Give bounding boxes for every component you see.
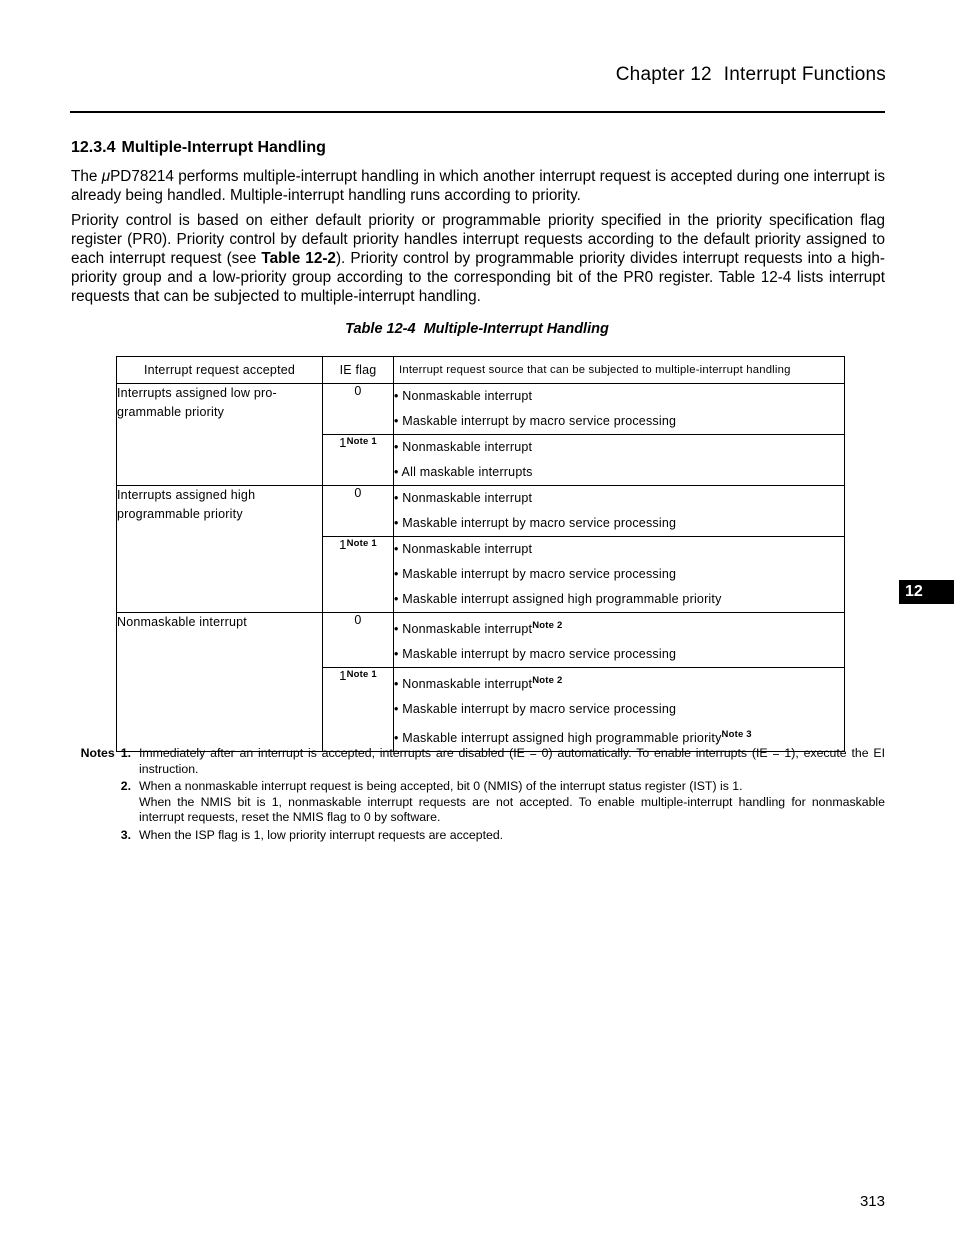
- accepted-cell: Interrupts assigned high programmable priority: [117, 486, 323, 613]
- accepted-cell: Nonmaskable interrupt: [117, 613, 323, 752]
- source-item: [394, 537, 844, 562]
- paragraph-1-text-a: The: [71, 168, 102, 185]
- source-item-text: • Nonmaskable interrupt: [394, 440, 533, 454]
- note-label: [70, 828, 131, 844]
- source-item: [394, 486, 844, 511]
- note-text: When a nonmaskable interrupt request is being accepted, bit 0 (NMIS) of the interrupt status register (IST) is 1.: [139, 779, 743, 793]
- ie-flag-value: 1: [339, 668, 347, 684]
- page-number: 313: [859, 1193, 885, 1210]
- ie-flag-cell: [323, 537, 394, 613]
- note-item: [70, 828, 885, 844]
- ie-flag-value: 1: [339, 537, 347, 552]
- ie-flag-value: 0: [354, 384, 362, 398]
- source-item-text: • Nonmaskable interrupt: [394, 622, 533, 637]
- source-item-text: • Nonmaskable interrupt: [394, 389, 533, 403]
- ie-flag-cell: [323, 613, 394, 668]
- section-number: 12.3.4: [71, 139, 116, 156]
- ie-flag-note: Note 1: [346, 669, 377, 681]
- section-heading: [71, 139, 326, 157]
- table-caption-title: Multiple-Interrupt Handling: [423, 321, 609, 337]
- chapter-number: Chapter 12: [615, 64, 712, 85]
- table-caption-number: Table 12-4: [345, 321, 416, 337]
- note-body: [131, 828, 885, 844]
- source-item: [394, 384, 844, 409]
- source-item: [394, 642, 844, 667]
- header-accepted: Interrupt request accepted: [117, 357, 323, 384]
- note-item: [70, 746, 885, 777]
- paragraph-2: [71, 211, 885, 306]
- note-number: 1.: [120, 746, 131, 760]
- ie-flag-note: Note 1: [346, 436, 377, 447]
- header-ie-flag: IE flag: [323, 357, 394, 384]
- source-item-text: • Maskable interrupt by macro service processing: [394, 567, 677, 581]
- notes-word: Notes: [80, 746, 115, 760]
- source-item: [394, 587, 844, 612]
- ie-flag-note: Note 1: [346, 538, 377, 549]
- note-body: [131, 746, 885, 777]
- source-item-text: • Maskable interrupt by macro service processing: [394, 647, 677, 662]
- table-row: [117, 486, 845, 537]
- source-cell: [394, 537, 845, 613]
- chapter-tab: 12: [899, 580, 954, 604]
- ie-flag-value: 0: [354, 613, 362, 627]
- source-item: [394, 668, 844, 697]
- source-item-text: • Maskable interrupt by macro service processing: [394, 702, 677, 717]
- source-cell: [394, 435, 845, 486]
- note-text: Immediately after an interrupt is accepted, interrupts are disabled (IE = 0) automatically. To enable interrupts (IE = 1), execute the EI instruction.: [139, 746, 885, 776]
- ie-flag-cell: [323, 435, 394, 486]
- paragraph-2-text-a: Priority control is based on either default priority or programmable priority specified in the priority specification flag register (PR0). Priority control by default priority handles interrupt requests according to the default priority assigned to each interrupt request (see: [71, 212, 885, 267]
- source-item: [394, 511, 844, 536]
- table-row: [117, 613, 845, 668]
- note-number: 3.: [120, 827, 131, 842]
- notes-section: [70, 746, 885, 845]
- table-reference: Table 12-2: [261, 250, 336, 267]
- table-caption: [0, 321, 954, 337]
- note-text: When the NMIS bit is 1, nonmaskable interrupt requests are not accepted. To enable multiple-interrupt handling for nonmaskable interrupt requests, reset the NMIS flag to 0 by software.: [139, 794, 885, 824]
- accepted-cell: Interrupts assigned low pro-grammable priority: [117, 384, 323, 486]
- source-cell: [394, 384, 845, 435]
- source-item-note: Note 2: [532, 675, 563, 687]
- note-text: When the ISP flag is 1, low priority interrupt requests are accepted.: [139, 827, 504, 842]
- ie-flag-value: 1: [339, 435, 347, 450]
- source-cell: [394, 613, 845, 668]
- source-item-note: Note 3: [721, 729, 752, 741]
- table-body: [117, 384, 845, 752]
- source-item: [394, 697, 844, 722]
- note-label: [70, 746, 131, 777]
- source-item-text: • Maskable interrupt by macro service processing: [394, 414, 677, 428]
- multiple-interrupt-table: [116, 356, 845, 752]
- note-number: 2.: [120, 779, 131, 793]
- note-item: [70, 779, 885, 826]
- ie-flag-cell: [323, 384, 394, 435]
- ie-flag-cell: [323, 486, 394, 537]
- source-item-text: • Nonmaskable interrupt: [394, 542, 533, 556]
- paragraph-1: [71, 167, 885, 205]
- source-item: [394, 562, 844, 587]
- source-item-text: • All maskable interrupts: [394, 465, 533, 479]
- source-cell: [394, 668, 845, 752]
- note-label: [70, 779, 131, 826]
- paragraph-1-text-b: PD78214 performs multiple-interrupt handling in which another interrupt request is accepted during one interrupt is already being handled. Multiple-interrupt handling runs according to priority.: [71, 168, 886, 204]
- note-body: [131, 779, 885, 826]
- paragraph-2-text-b: ). Priority control by programmable priority divides interrupt requests into a high-priority group and a low-priority group according to the corresponding bit of the PR0 register. Table 12-4 lists interrupt requests that can be subjected to multiple-interrupt handling.: [71, 250, 885, 305]
- source-item: [394, 409, 844, 434]
- source-cell: [394, 486, 845, 537]
- source-item: [394, 613, 844, 642]
- ie-flag-cell: [323, 668, 394, 752]
- mu-symbol: μ: [101, 168, 111, 185]
- header-rule: [70, 111, 885, 113]
- source-item-text: • Maskable interrupt assigned high programmable priority: [394, 731, 722, 746]
- source-item-text: • Nonmaskable interrupt: [394, 677, 533, 692]
- source-item-text: • Nonmaskable interrupt: [394, 491, 533, 505]
- ie-flag-value: 0: [354, 486, 362, 500]
- chapter-heading: [616, 64, 886, 86]
- source-item-text: • Maskable interrupt assigned high programmable priority: [394, 592, 722, 606]
- source-item: [394, 460, 844, 485]
- source-item: [394, 435, 844, 460]
- table-row: [117, 384, 845, 435]
- table-header-row: [117, 357, 845, 384]
- chapter-title: Interrupt Functions: [723, 64, 886, 85]
- source-item-text: • Maskable interrupt by macro service processing: [394, 516, 677, 530]
- header-source: Interrupt request source that can be subjected to multiple-interrupt handling: [394, 357, 845, 384]
- source-item-note: Note 2: [532, 620, 563, 631]
- section-title: Multiple-Interrupt Handling: [121, 139, 326, 156]
